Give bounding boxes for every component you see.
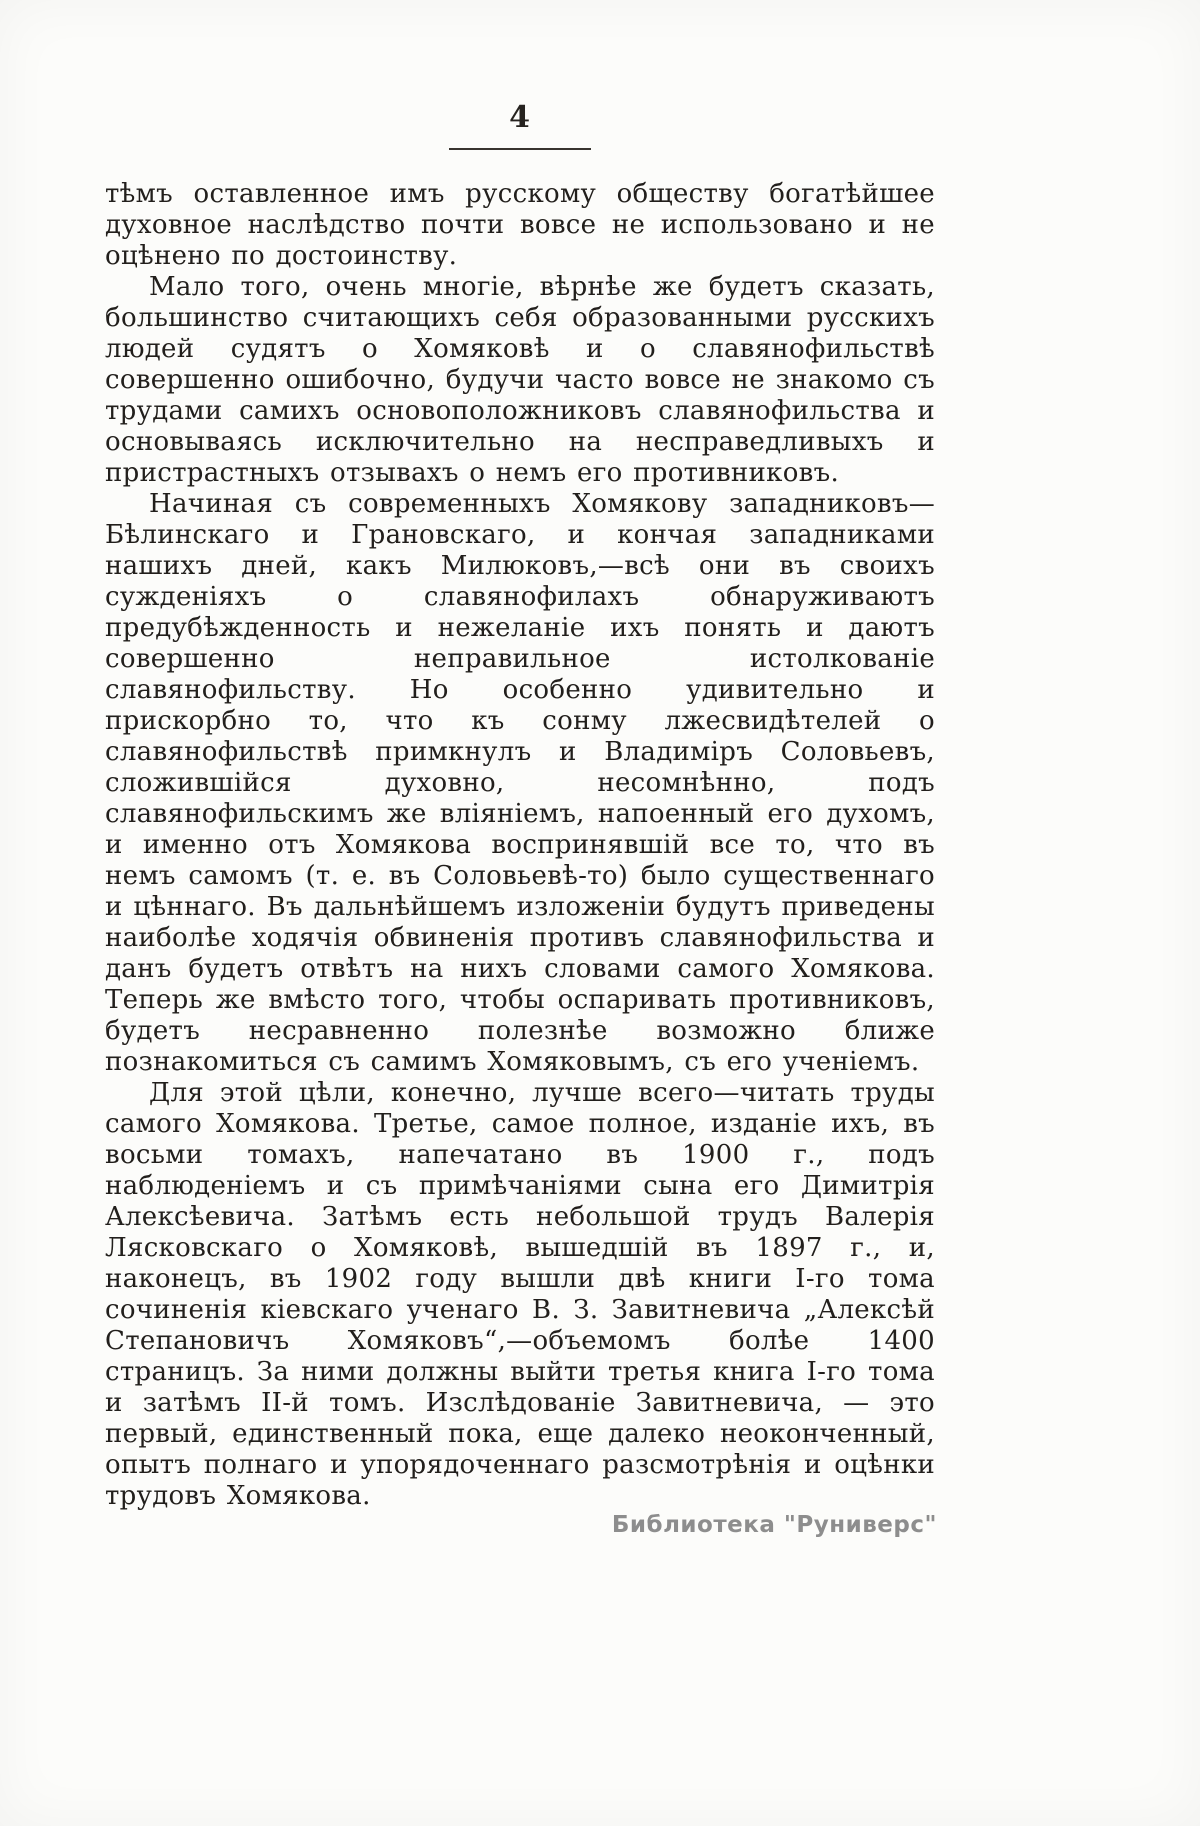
- page-number-rule: [449, 148, 591, 150]
- paragraph: Начиная съ современныхъ Хомякову западниковъ—Бѣлинскаго и Грановскаго, и кончая западниками нашихъ дней, какъ Милюковъ,—всѣ они въ своихъ сужденіяхъ о славянофилахъ обнаруживаютъ предубѣжденность и нежеланіе ихъ понять и даютъ совершенно неправильное истолкованіе славянофильству. Но особенно удивительно и прискорбно то, что къ сонму лжесвидѣтелей о славянофильствѣ примкнулъ и Владиміръ Соловьевъ, сложившійся духовно, несомнѣнно, подъ славянофильскимъ же вліяніемъ, напоенный его духомъ, и именно отъ Хомякова воспринявшій все то, что въ немъ самомъ (т. е. въ Соловьевѣ-то) было существеннаго и цѣннаго. Въ дальнѣйшемъ изложеніи будутъ приведены наиболѣе ходячія обвиненія противъ славянофильства и данъ будетъ отвѣтъ на нихъ словами самого Хомякова. Теперь же вмѣсто того, чтобы оспаривать противниковъ, будетъ несравненно полезнѣе возможно ближе познакомиться съ самимъ Хомяковымъ, съ его ученіемъ.: [105, 489, 935, 1077]
- page-number: 4: [509, 100, 531, 135]
- page-text-block: [105, 179, 935, 1512]
- paragraph: тѣмъ оставленное имъ русскому обществу богатѣйшее духовное наслѣдство почти вовсе не использовано и не оцѣнено по достоинству.: [105, 179, 935, 271]
- paragraph: Для этой цѣли, конечно, лучше всего—читать труды самого Хомякова. Третье, самое полное, изданіе ихъ, въ восьми томахъ, напечатано въ 1900 г., подъ наблюденіемъ и съ примѣчаніями сына его Димитрія Алексѣевича. Затѣмъ есть небольшой трудъ Валерія Лясковскаго о Хомяковѣ, вышедшій въ 1897 г., и, наконецъ, въ 1902 году вышли двѣ книги I-го тома сочиненія кіевскаго ученаго В. З. Завитневича „Алексѣй Степановичъ Хомяковъ“,—объемомъ болѣе 1400 страницъ. За ними должны выйти третья книга I-го тома и затѣмъ II-й томъ. Изслѣдованіе Завитневича, — это первый, единственный пока, еще далеко неоконченный, опытъ полнаго и упорядоченнаго разсмотрѣнія и оцѣнки трудовъ Хомякова.: [105, 1078, 935, 1511]
- page-header: [105, 0, 935, 150]
- paragraph: Мало того, очень многіе, вѣрнѣе же будетъ сказать, большинство считающихъ себя образованными русскихъ людей судятъ о Хомяковѣ и о славянофильствѣ совершенно ошибочно, будучи часто вовсе не знакомо съ трудами самихъ основоположниковъ славянофильства и основываясь исключительно на несправедливыхъ и пристрастныхъ отзывахъ о немъ его противниковъ.: [105, 272, 935, 488]
- library-watermark: Библиотека "Руниверс": [611, 1512, 937, 1538]
